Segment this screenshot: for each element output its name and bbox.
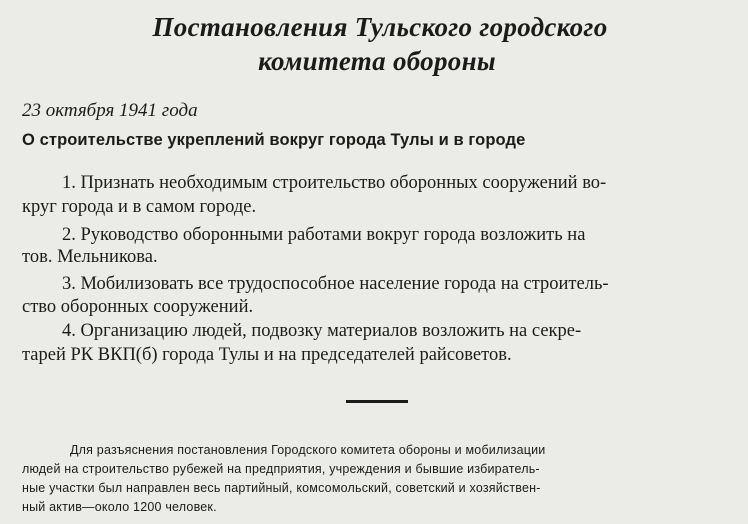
resolution-heading: О строительстве укреплений вокруг города Тулы и в городе <box>22 131 526 149</box>
document-title-line-1: Постановления Тульского городского <box>152 12 608 42</box>
note-line-2: людей на строительство рубежей на предприятия, учреждения и бывшие избиратель- <box>22 462 540 476</box>
document-title-line-2: комитета обороны <box>258 46 496 76</box>
item-4-line-2: тарей РК ВКП(б) города Тулы и на председателей райсоветов. <box>22 345 512 365</box>
item-1-line-2: круг города и в самом городе. <box>22 197 257 217</box>
section-divider <box>346 400 408 403</box>
note-line-1: Для разъяснения постановления Городского комитета обороны и мобилизации <box>70 443 546 457</box>
document-date: 23 октября 1941 года <box>22 100 198 121</box>
item-3-line-2: ство оборонных сооружений. <box>22 297 254 317</box>
item-3-line-1: 3. Мобилизовать все трудоспособное население города на строитель- <box>62 274 609 294</box>
note-line-4: ный актив—около 1200 человек. <box>22 500 217 514</box>
item-1-line-1: 1. Признать необходимым строительство оборонных сооружений во- <box>62 173 607 193</box>
item-4-line-1: 4. Организацию людей, подвозку материалов возложить на секре- <box>62 321 582 341</box>
note-line-3: ные участки был направлен весь партийный, комсомольский, советский и хозяйствен- <box>22 481 541 495</box>
item-2-line-2: тов. Мельникова. <box>22 247 158 267</box>
item-2-line-1: 2. Руководство оборонными работами вокруг города возложить на <box>62 225 586 245</box>
